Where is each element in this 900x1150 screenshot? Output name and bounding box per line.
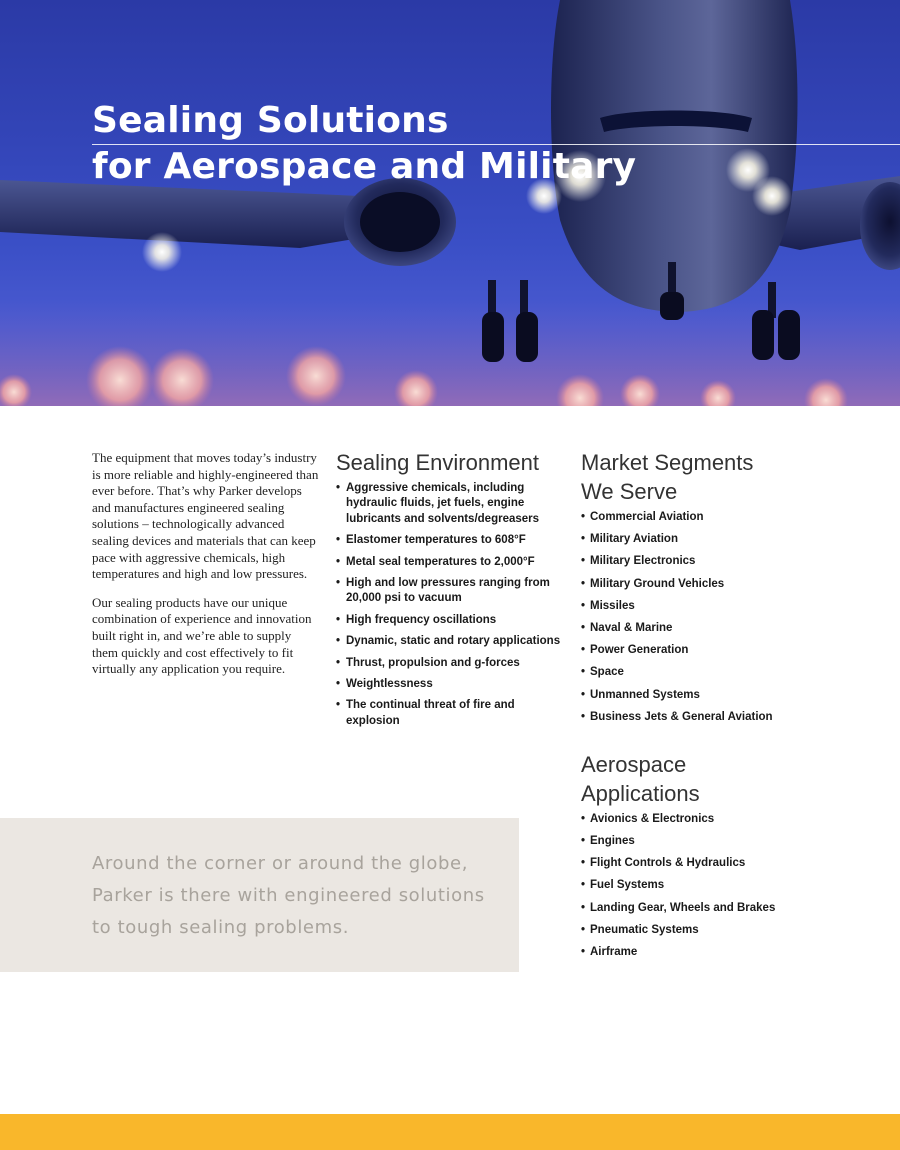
list-item: • Elastomer temperatures to 608°F <box>336 533 568 548</box>
list-item: • Avionics & Electronics <box>581 812 861 834</box>
footer-color-bar <box>0 1114 900 1150</box>
market-segments-heading <box>581 448 861 506</box>
list-item: • Business Jets & General Aviation <box>581 710 861 732</box>
list-item: • Military Aviation <box>581 532 861 554</box>
list-item: • Metal seal temperatures to 2,000°F <box>336 555 568 570</box>
title-line-1: Sealing Solutions <box>92 100 449 141</box>
market-segments-heading-line-1: Market Segments <box>581 450 754 475</box>
list-item: • Pneumatic Systems <box>581 923 861 945</box>
list-item: • Thrust, propulsion and g-forces <box>336 656 568 671</box>
title-divider <box>92 144 900 145</box>
list-item: • Military Ground Vehicles <box>581 577 861 599</box>
list-item: • Missiles <box>581 599 861 621</box>
list-item: • High and low pressures ranging from 20,000 psi to vacuum <box>336 576 568 607</box>
aerospace-applications-list <box>581 812 861 967</box>
intro-paragraph-1: The equipment that moves today’s industry is more reliable and highly-engineered than ever before. That’s why Parker develops and manufactures engineered sealing solutions – technologically advanced sealing devices and materials that can keep pace with aggressive chemicals, high temperatures and high and low pressures. <box>92 450 319 582</box>
intro-paragraph-2: Our sealing products have our unique combination of experience and innovation built right in, and we’re able to supply them quickly and cost effectively to fit virtually any application you require. <box>92 594 312 677</box>
list-item: • Naval & Marine <box>581 621 861 643</box>
list-item: • Engines <box>581 834 861 856</box>
quote-box <box>0 818 519 972</box>
list-item: • Commercial Aviation <box>581 510 861 532</box>
aerospace-applications-section <box>581 750 861 967</box>
list-item: • Airframe <box>581 945 861 967</box>
list-item: • Fuel Systems <box>581 878 861 900</box>
aerospace-heading-line-2: Applications <box>581 780 700 806</box>
list-item: • High frequency oscillations <box>336 613 568 628</box>
sealing-environment-heading: Sealing Environment <box>336 450 540 475</box>
list-item: • Weightlessness <box>336 677 568 692</box>
aerospace-applications-heading <box>581 750 861 808</box>
title-line-2: for Aerospace and Military <box>92 146 637 187</box>
list-item: • Power Generation <box>581 643 861 665</box>
list-item: • Military Electronics <box>581 554 861 576</box>
market-segments-heading-line-2: We Serve <box>581 479 678 504</box>
list-item: • Dynamic, static and rotary applications <box>336 634 568 649</box>
hero-banner <box>0 0 900 406</box>
quote-text: Around the corner or around the globe, Parker is there with engineered solutions to tough sealing problems. <box>92 853 485 938</box>
list-item: • Landing Gear, Wheels and Brakes <box>581 901 861 923</box>
list-item: • Unmanned Systems <box>581 688 861 710</box>
list-item: • The continual threat of fire and explosion <box>336 698 568 729</box>
list-item: • Aggressive chemicals, including hydraulic fluids, jet fuels, engine lubricants and solvents/degreasers <box>336 481 568 527</box>
list-item: • Flight Controls & Hydraulics <box>581 856 861 878</box>
intro-column <box>92 450 320 690</box>
aerospace-heading-line-1: Aerospace <box>581 751 687 777</box>
sealing-environment-column <box>336 448 568 735</box>
market-segments-list <box>581 510 861 732</box>
list-item: • Space <box>581 665 861 687</box>
sealing-environment-list <box>336 481 568 729</box>
market-segments-column <box>581 448 861 967</box>
airplane-photo <box>0 0 900 406</box>
